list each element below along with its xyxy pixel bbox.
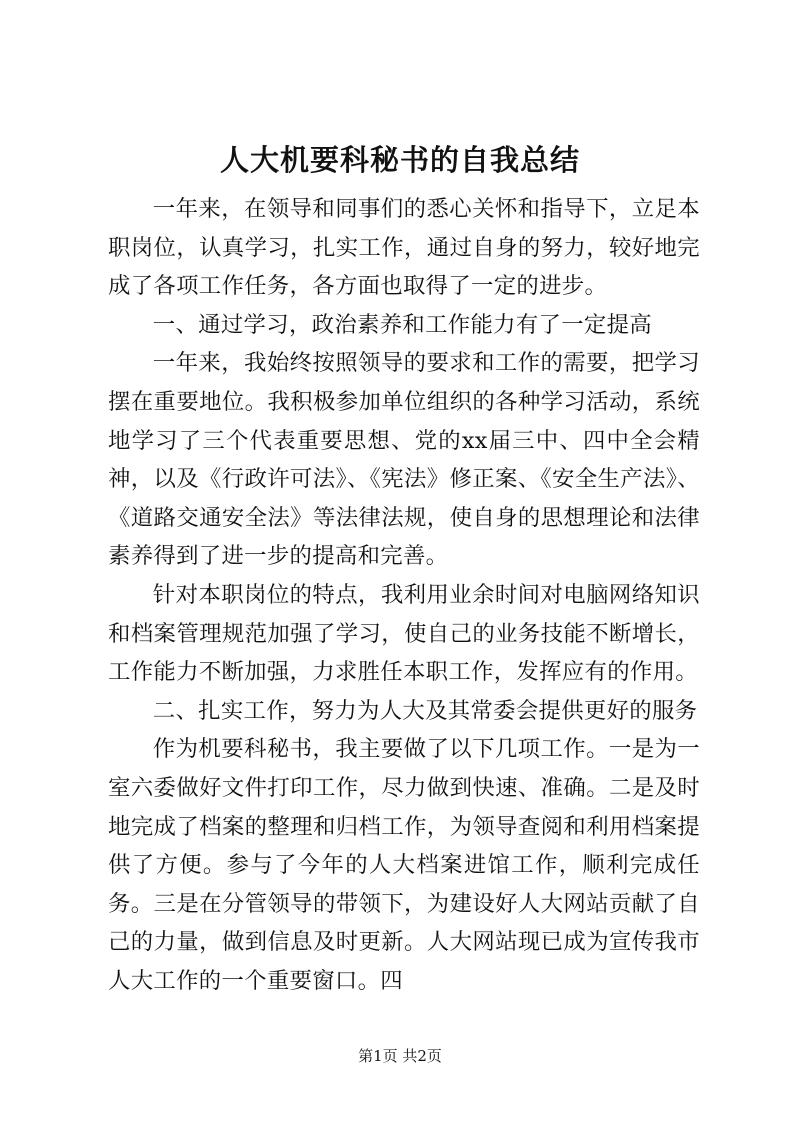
paragraph-work: 作为机要科秘书，我主要做了以下几项工作。一是为一室六委做好文件打印工作，尽力做到快速、准确。二是及时地完成了档案的整理和归档工作，为领导查阅和利用档案提供了方便。参与了今年的人大档案进馆工作，顺利完成任务。三是在分管领导的带领下，为建设好人大网站贡献了自己的力量，做到信息及时更新。人大网站现已成为宣传我市人大工作的一个重要窗口。四 [108, 736, 700, 994]
paragraph-skills: 针对本职岗位的特点，我利用业余时间对电脑网络知识和档案管理规范加强了学习，使自己的业务技能不断增长，工作能力不断加强，力求胜任本职工作，发挥应有的作用。 [108, 581, 700, 686]
paragraph-study: 一年来，我始终按照领导的要求和工作的需要，把学习摆在重要地位。我积极参加单位组织的各种学习活动，系统地学习了三个代表重要思想、党的xx届三中、四中全会精神，以及《行政许可法》、《宪法》修正案、《安全生产法》、《道路交通安全法》等法律法规，使自身的思想理论和法律素养得到了进一步的提高和完善。 [108, 350, 700, 570]
document-title: 人大机要科秘书的自我总结 [219, 143, 580, 177]
section-heading-1: 一、通过学习，政治素养和工作能力有了一定提高 [152, 311, 652, 338]
paragraph-intro: 一年来，在领导和同事们的悉心关怀和指导下，立足本职岗位，认真学习，扎实工作，通过自身的努力，较好地完成了各项工作任务，各方面也取得了一定的进步。 [108, 196, 700, 300]
page-footer: 第1页 共2页 [358, 1047, 442, 1065]
document-body [108, 190, 700, 1000]
section-heading-2: 二、扎实工作，努力为人大及其常委会提供更好的服务 [152, 697, 698, 724]
